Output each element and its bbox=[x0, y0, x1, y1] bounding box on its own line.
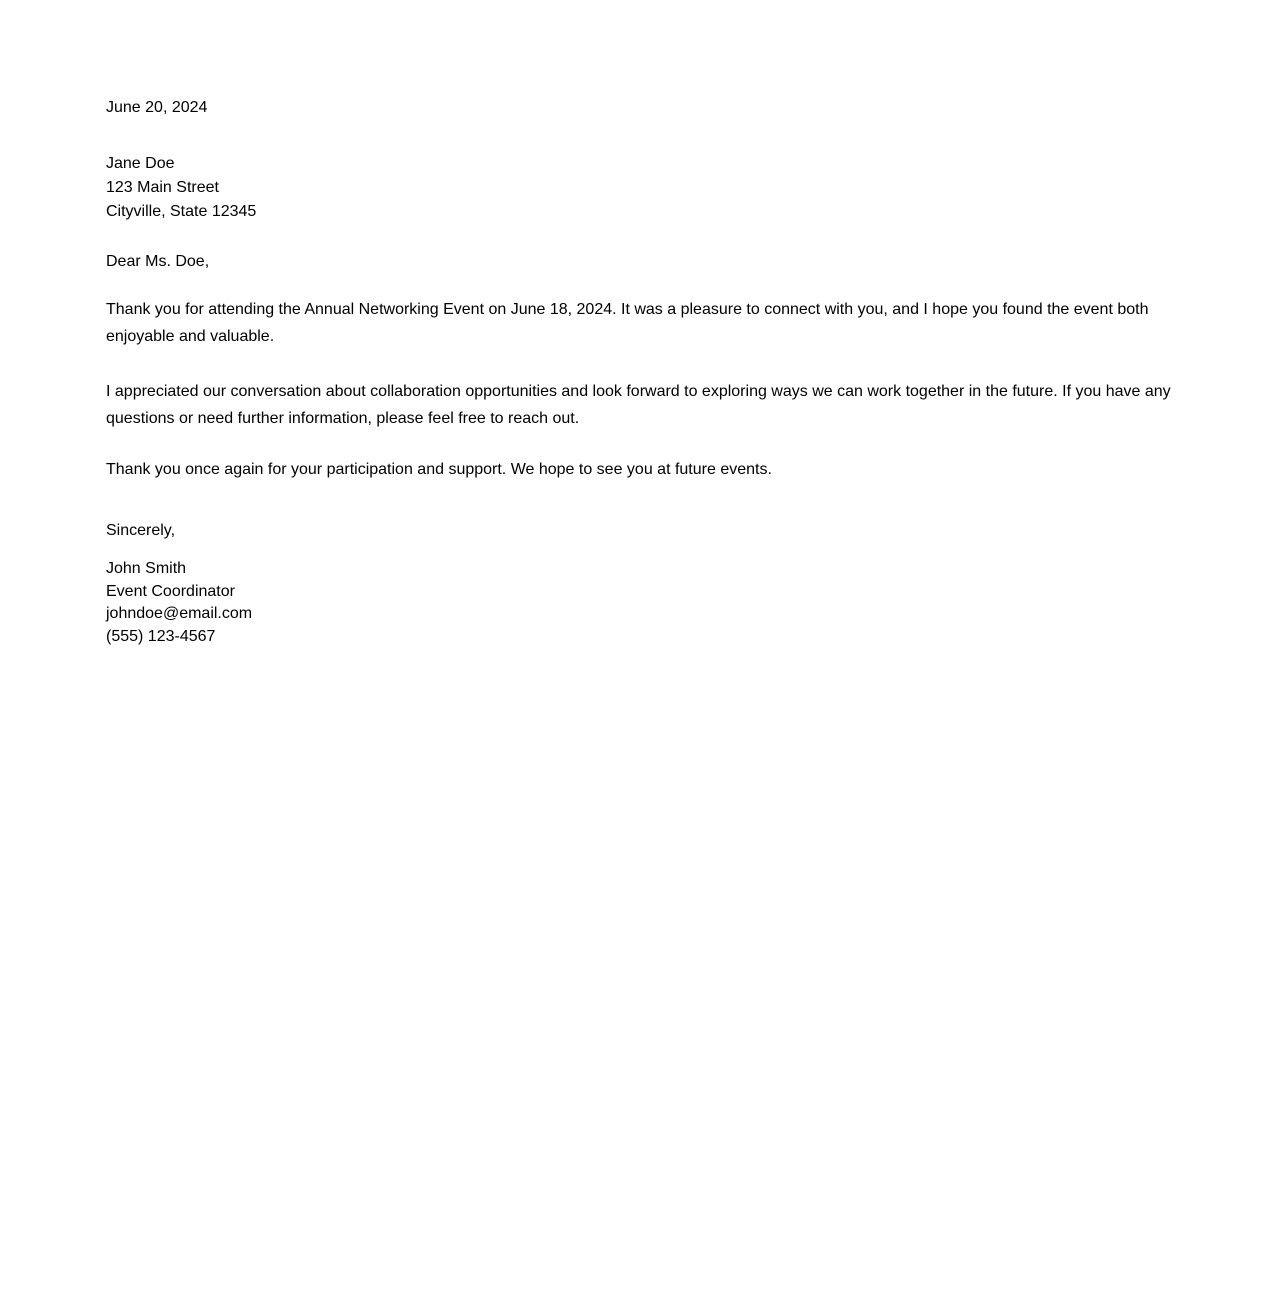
closing: Sincerely, bbox=[106, 522, 176, 539]
recipient-city-state-zip: Cityville, State 12345 bbox=[106, 203, 257, 220]
sender-email: johndoe@email.com bbox=[106, 605, 253, 622]
sender-signature bbox=[106, 558, 252, 648]
sender-name: John Smith bbox=[106, 560, 187, 577]
sender-phone: (555) 123-4567 bbox=[106, 627, 216, 645]
recipient-street: 123 Main Street bbox=[106, 179, 219, 196]
recipient-address bbox=[106, 152, 256, 224]
sender-title: Event Coordinator bbox=[106, 582, 235, 600]
salutation: Dear Ms. Doe, bbox=[106, 253, 210, 270]
body-paragraph-2: I appreciated our conversation about collaboration opportunities and look forward to exploring ways we can work together in the future. If you have any questions or need further information, please feel free to reach out. bbox=[106, 383, 1171, 427]
letter-date: June 20, 2024 bbox=[106, 99, 208, 116]
body-paragraph-3: Thank you once again for your participation and support. We hope to see you at future events. bbox=[106, 461, 772, 478]
recipient-name: Jane Doe bbox=[106, 155, 175, 172]
body-paragraph-1: Thank you for attending the Annual Networking Event on June 18, 2024. It was a pleasure to connect with you, and I hope you found the event both enjoyable and valuable. bbox=[106, 301, 1149, 345]
